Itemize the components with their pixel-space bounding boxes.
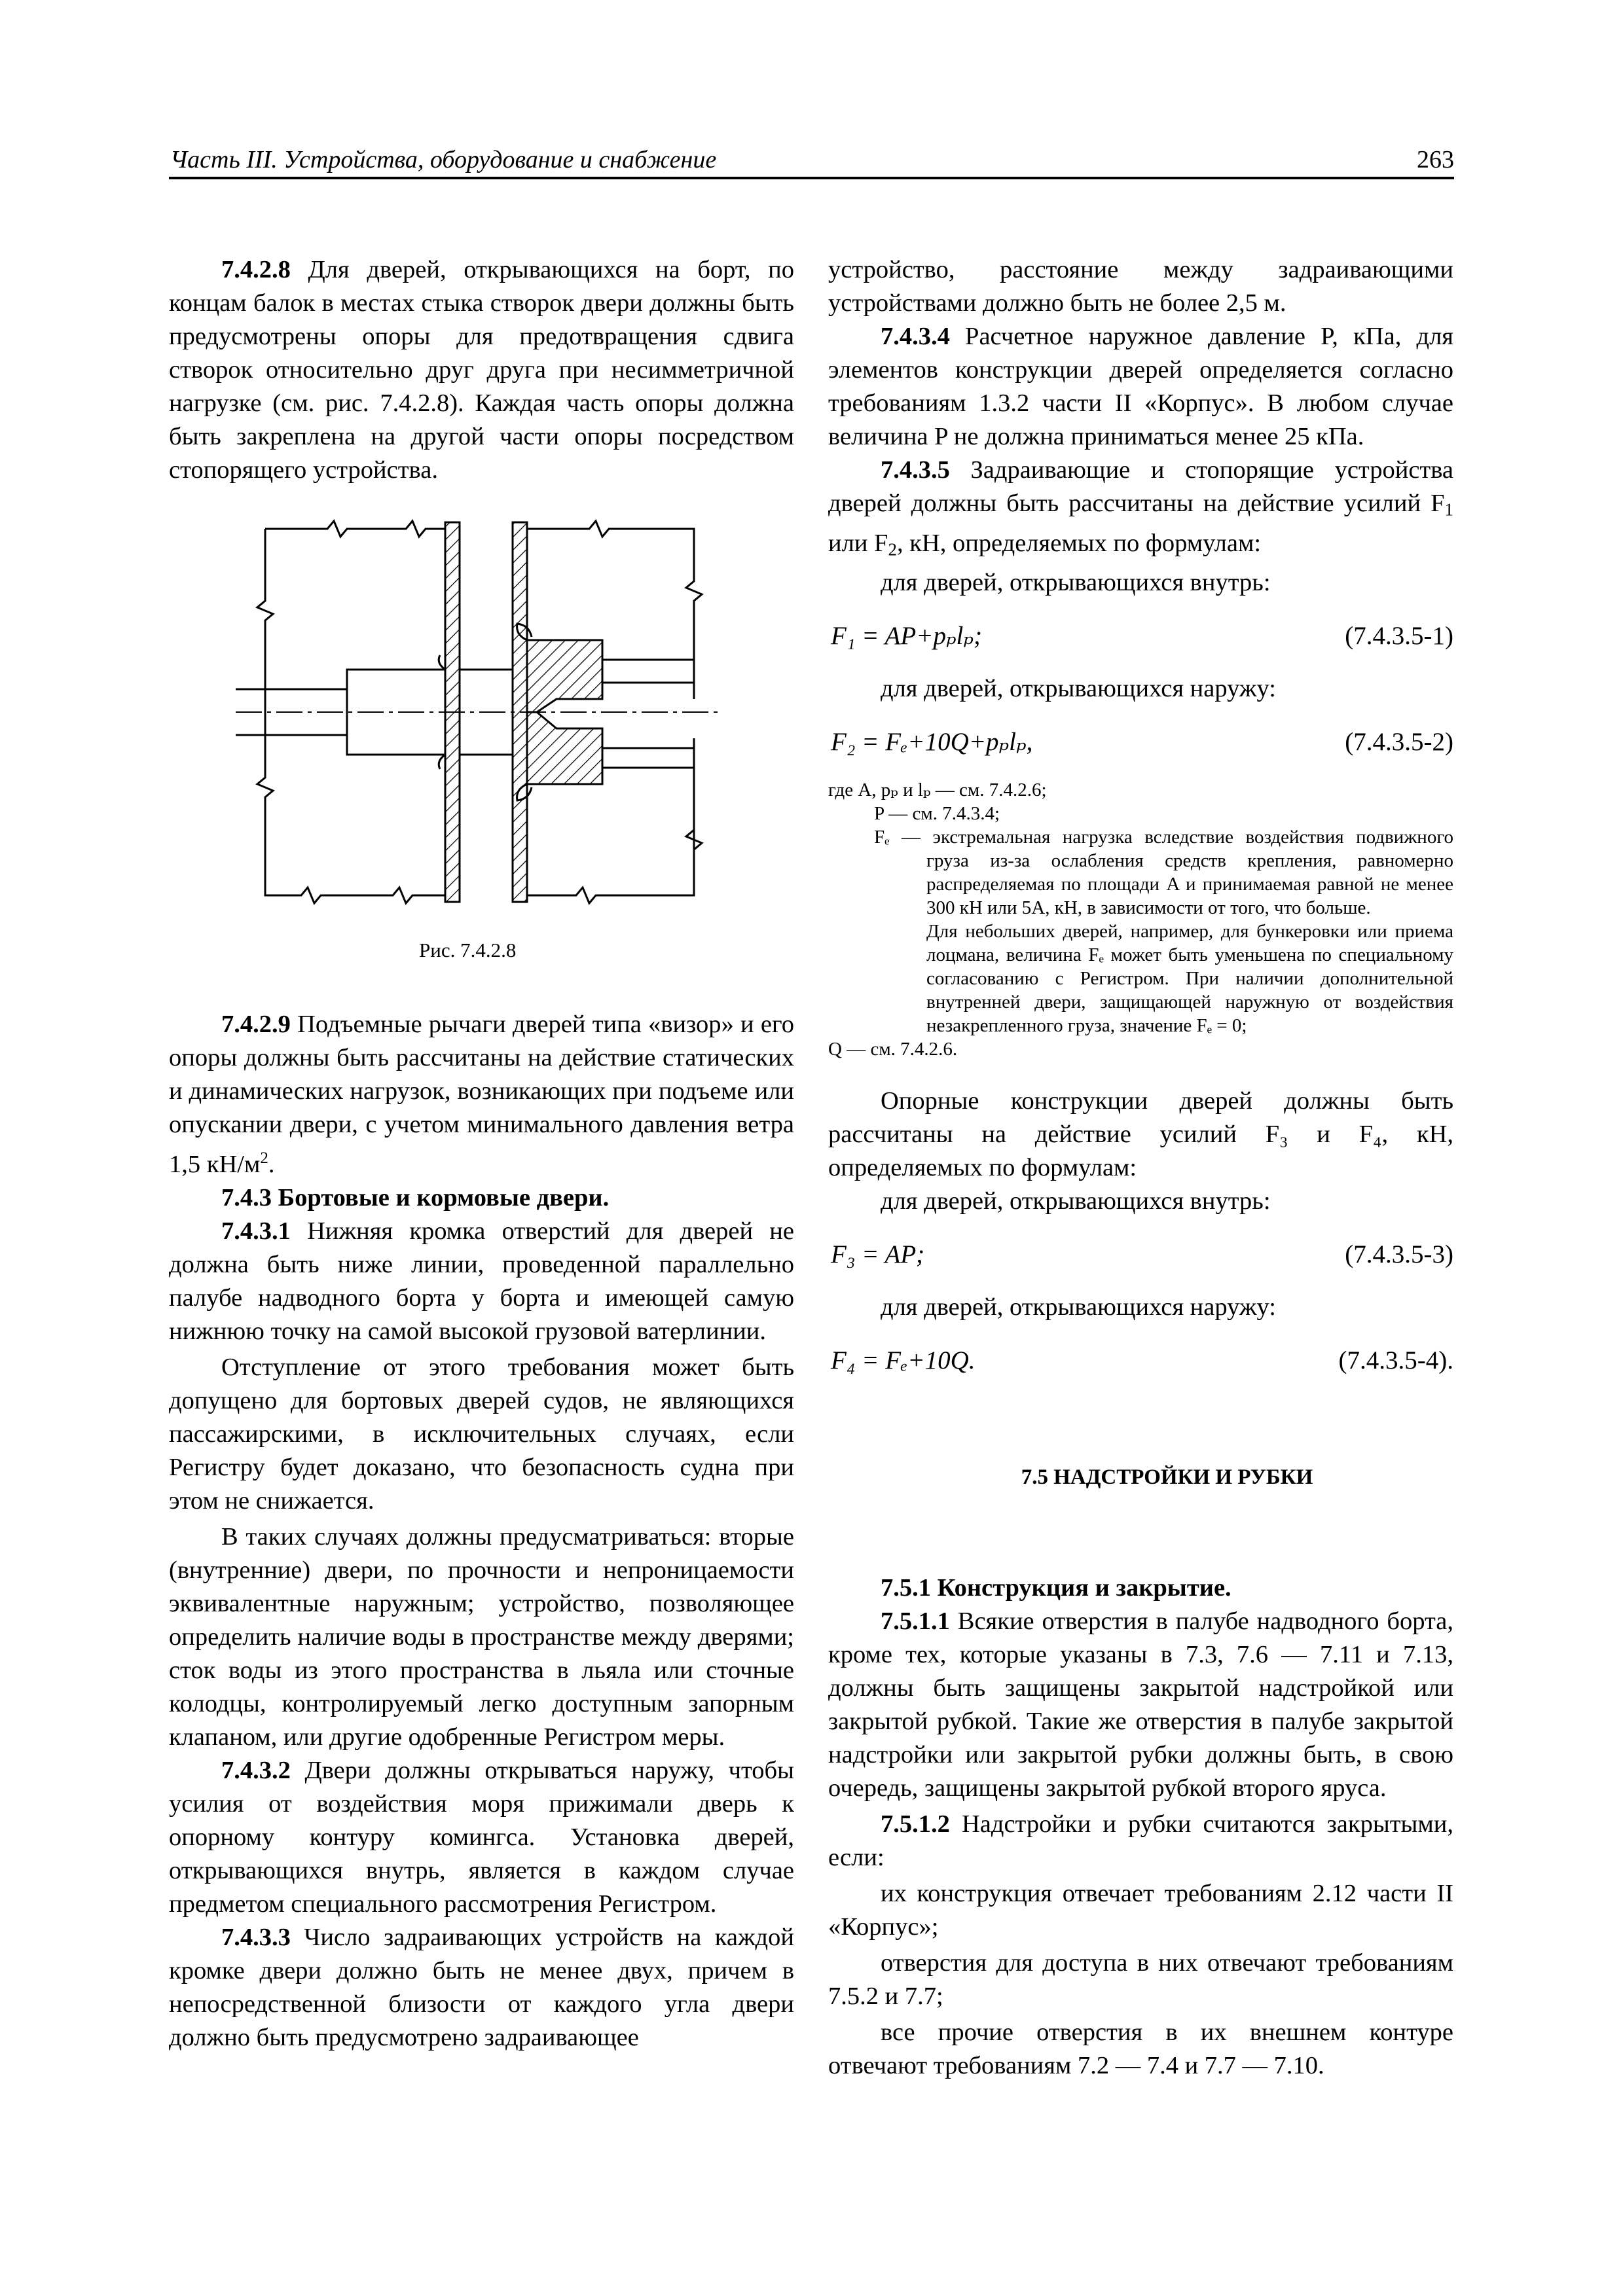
paragraph-7-4-3-4: 7.4.3.4 Расчетное наружное давление P, кПа, для элементов конструкции дверей определяется согласно требованиям 1.3.2 части II «Корпус». В любом случае величина P не должна приниматься менее 25 кПа. <box>828 323 1453 450</box>
running-header-title: Часть III. Устройства, оборудование и снабжение <box>170 146 717 173</box>
paragraph-supports: Опорные конструкции дверей должны быть рассчитаны на действие усилий F₃ и F₄, кН, определяемых по формулам: <box>828 1087 1453 1182</box>
paragraph-7-4-3-1: 7.4.3.1 Нижняя кромка отверстий для дверей не должна быть ниже линии, проведенной параллельно палубе надводного борта у борта и имеющей самую нижнюю точку на самой высокой грузовой ватерлинии. <box>169 1217 794 1345</box>
figure-7-4-2-8 <box>236 503 720 922</box>
section-title-7-5: 7.5 НАДСТРОЙКИ И РУБКИ <box>1021 1465 1313 1490</box>
formula-3: F₃ = AP; (7.4.3.5-3) <box>831 1240 1453 1269</box>
left-column <box>169 253 794 487</box>
paragraph-7-4-3-2: 7.4.3.2 Двери должны открываться наружу, чтобы усилия от воздействия моря прижимали дверь к опорному контуру комингса. Установка дверей, открывающихся внутрь, является в каждом случае предметом специального рассмотрения Регистром. <box>169 1756 794 1918</box>
page-number: 263 <box>1417 146 1454 173</box>
header-rule <box>169 177 1454 179</box>
formula-notes: где A, pₚ и lₚ — см. 7.4.2.6; P — см. 7.4.3.4; Fₑ — экстремальная нагрузка вследствие воздействия подвижного груза из-за ослабления средств крепления, равномерно распределяемая по площади A и принимаемая равной не менее 300 кН или 5A, кН, в зависимости от того, что больше. Для небольших дверей, например, для бункеровки или приема лоцмана, величина Fₑ может быть уменьшена по специальному согласованию с Регистром. При наличии дополнительной внутренней двери, защищающей наружную от воздействия незакрепленного груза, значение Fₑ = 0; Q — см. 7.4.2.6. <box>828 780 1453 1060</box>
left-column-lower <box>169 1008 794 2054</box>
condition-2: отверстия для доступа в них отвечают требованиям 7.5.2 и 7.7; <box>828 1949 1453 2011</box>
paragraph-7-4-2-8: 7.4.2.8 Для дверей, открывающихся на борт, по концам балок в местах стыка створок двери должны быть предусмотрены опоры для предотвращения сдвига створок относительно друг друга при несимметричной нагрузке (см. рис. 7.4.2.8). Каждая часть опоры должна быть закреплена на другой части опоры посредством стопорящего устройства. <box>169 256 794 484</box>
right-column <box>828 253 1453 2083</box>
text-inward: для дверей, открывающихся внутрь: <box>881 569 1271 597</box>
paragraph-7-4-3-3: 7.4.3.3 Число задраивающих устройств на каждой кромке двери должно быть не менее двух, причем в непосредственной близости от каждого угла двери должно быть предусмотрено задраивающее <box>169 1923 794 2051</box>
paragraph-7-5-1-1: 7.5.1.1 Всякие отверстия в палубе надводного борта, кроме тех, которые указаны в 7.3, 7.6 — 7.11 и 7.13, должны быть защищены закрытой надстройкой или закрытой рубкой. Такие же отверстия в палубе закрытой надстройки или закрытой рубки должны быть, в свою очередь, защищены закрытой рубкой второго яруса. <box>828 1607 1453 1803</box>
paragraph-7-5-1-2: 7.5.1.2 Надстройки и рубки считаются закрытыми, если: <box>828 1810 1453 1872</box>
paragraph-continued: устройство, расстояние между задраивающими устройствами должно быть не более 2,5 м. <box>828 256 1453 317</box>
formula-1: F₁ = AP+pₚlₚ; (7.4.3.5-1) <box>831 622 1453 651</box>
figure-caption: Рис. 7.4.2.8 <box>419 939 517 961</box>
text-inward-2: для дверей, открывающихся внутрь: <box>881 1187 1271 1215</box>
formula-4: F₄ = Fₑ+10Q. (7.4.3.5-4). <box>831 1346 1453 1375</box>
condition-1: их конструкция отвечает требованиям 2.12 части II «Корпус»; <box>828 1880 1453 1941</box>
condition-3: все прочие отверстия в их внешнем контуре отвечают требованиям 7.2 — 7.4 и 7.7 — 7.10. <box>828 2018 1453 2080</box>
heading-7-4-3: 7.4.3 Бортовые и кормовые двери. <box>221 1183 610 1211</box>
text-outward-2: для дверей, открывающихся наружу: <box>881 1293 1276 1321</box>
text-outward: для дверей, открывающихся наружу: <box>881 675 1276 703</box>
formula-2: F₂ = Fₑ+10Q+pₚlₚ, (7.4.3.5-2) <box>831 728 1453 757</box>
paragraph-7-4-3-5: 7.4.3.5 Задраивающие и стопорящие устройства дверей должны быть рассчитаны на действие усилий $F_1$ или $F_2$, кН, определяемых по формулам: <box>828 456 1453 560</box>
heading-7-5-1: 7.5.1 Конструкция и закрытие. <box>881 1574 1231 1602</box>
paragraph-exception: Отступление от этого требования может быть допущено для бортовых дверей судов, не являющихся пассажирскими, в исключительных случаях, если Регистру будет доказано, что безопасность судна при этом не снижается. <box>169 1353 794 1515</box>
paragraph-7-4-2-9: 7.4.2.9 Подъемные рычаги дверей типа «визор» и его опоры должны быть рассчитаны на действие статических и динамических нагрузок, возникающих при подъеме или опускании двери, с учетом минимального давления ветра 1,5 $кН/м^2$. <box>169 1011 794 1178</box>
paragraph-measures: В таких случаях должны предусматриваться: вторые (внутренние) двери, по прочности и непроницаемости эквивалентные наружным; устройство, позволяющее определить наличие воды в пространстве между дверями; сток воды из этого пространства в льяла или сточные колодцы, контролируемый легко доступным запорным клапаном, или другие одобренные Регистром меры. <box>169 1522 794 1751</box>
